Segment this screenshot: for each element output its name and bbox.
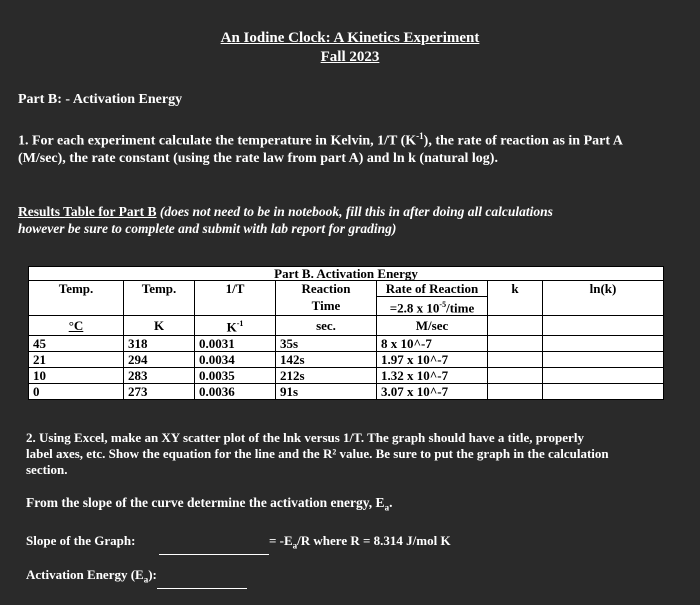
table-caption-row [29,267,664,281]
header-time: Time [276,297,377,316]
cell-time: 91s [276,383,377,399]
table-row [29,335,664,351]
unit-temp-c [29,316,124,335]
header-temp-k-2 [124,297,195,316]
cell-inv-t: 0.0034 [195,351,276,367]
slope-line [26,532,686,555]
table-units-row [29,316,664,335]
cell-rate: 8 x 10^-7 [377,335,488,351]
part-b-heading: Part B: - Activation Energy [18,92,183,107]
slope-prompt-end: . [389,495,393,510]
header-temp-k: Temp. [124,281,195,297]
cell-time: 142s [276,351,377,367]
unit-inv-t-text: K [226,319,237,335]
header-inv-t: 1/T [195,281,276,297]
cell-ln-k [543,335,664,351]
results-note-2: however be sure to complete and submit with lab report for grading) [18,221,397,236]
table-caption: Part B. Activation Energy [29,267,664,281]
rate-formula-end: /time [446,300,475,316]
cell-ln-k [543,351,664,367]
step1-line1: 1. For each experiment calculate the temperature in Kelvin, 1/T (K [18,133,417,149]
step2-line1: 2. Using Excel, make an XY scatter plot of the lnk versus 1/T. The graph should have a title, properly [26,430,584,445]
cell-temp-c: 21 [29,351,124,367]
step1-line2: (M/sec), the rate constant (using the rate law from part A) and ln k (natural log). [18,150,498,166]
cell-k [488,383,543,399]
slope-eq: = -E [269,533,293,548]
slope-prompt-text: From the slope of the curve determine the activation energy, E [26,495,385,510]
cell-temp-c: 10 [29,367,124,383]
cell-temp-c: 45 [29,335,124,351]
unit-temp-k: K [124,316,195,335]
header-ln-k-2 [543,297,664,316]
table-header-row-2 [29,297,664,316]
cell-temp-k: 294 [124,351,195,367]
results-note-1: (does not need to be in notebook, fill this in after doing all calculations [156,204,553,219]
step1-text [18,128,688,167]
step2-text [26,430,686,478]
step2-line2: label axes, etc. Show the equation for the line and the R² value. Be sure to put the graph in the calculation [26,446,609,461]
rate-formula: =2.8 x 10 [389,300,440,316]
slope-answer-blank[interactable] [159,540,269,555]
slope-eq-sub: a [292,540,298,551]
slope-eq-end: /R where R = 8.314 J/mol K [297,533,451,548]
slope-label: Slope of the Graph: [26,533,136,548]
cell-temp-k: 283 [124,367,195,383]
header-reaction: Reaction [276,281,377,297]
cell-time: 212s [276,367,377,383]
cell-rate: 1.97 x 10^-7 [377,351,488,367]
header-k: k [488,281,543,297]
step2-line3: section. [26,462,68,477]
slope-prompt-sub: a [384,502,390,513]
cell-rate: 3.07 x 10^-7 [377,383,488,399]
cell-rate: 1.32 x 10^-7 [377,367,488,383]
results-table [28,266,664,400]
cell-k [488,351,543,367]
table-row [29,351,664,367]
cell-temp-k: 273 [124,383,195,399]
ea-label-sub: a [143,574,149,585]
cell-inv-t: 0.0031 [195,335,276,351]
header-inv-t-2 [195,297,276,316]
header-ln-k: ln(k) [543,281,664,297]
document-term: Fall 2023 [320,49,380,65]
results-label: Results Table for Part B [18,204,157,219]
cell-inv-t: 0.0035 [195,367,276,383]
table-row [29,383,664,399]
header-temp-c: Temp. [29,281,124,297]
unit-inv-t-sup: -1 [236,319,244,329]
header-temp-c-2 [29,297,124,316]
cell-time: 35s [276,335,377,351]
activation-energy-line [26,566,247,589]
cell-inv-t: 0.0036 [195,383,276,399]
unit-k [488,316,543,335]
document-title: An Iodine Clock: A Kinetics Experiment [220,30,480,46]
header-rate: Rate of Reaction [377,281,488,297]
table-row [29,367,664,383]
cell-k [488,367,543,383]
cell-ln-k [543,383,664,399]
step1-line1-end: ), the rate of reaction as in Part A [423,133,623,149]
header-k-2 [488,297,543,316]
table-header-row-1 [29,281,664,297]
cell-temp-c: 0 [29,383,124,399]
slope-prompt [26,494,392,517]
unit-ln-k [543,316,664,335]
results-note [18,203,688,237]
ea-label: Activation Energy (E [26,567,144,582]
ea-label-end: ): [148,567,157,582]
unit-time: sec. [276,316,377,335]
unit-rate: M/sec [377,316,488,335]
cell-ln-k [543,367,664,383]
step1-sup: -1 [416,131,424,141]
rate-formula-sup: -5 [439,300,447,309]
unit-temp-c-text: °C [68,317,84,333]
cell-k [488,335,543,351]
cell-temp-k: 318 [124,335,195,351]
unit-inv-t [195,316,276,335]
ea-answer-blank[interactable] [157,574,247,589]
header-rate-formula [377,297,488,316]
